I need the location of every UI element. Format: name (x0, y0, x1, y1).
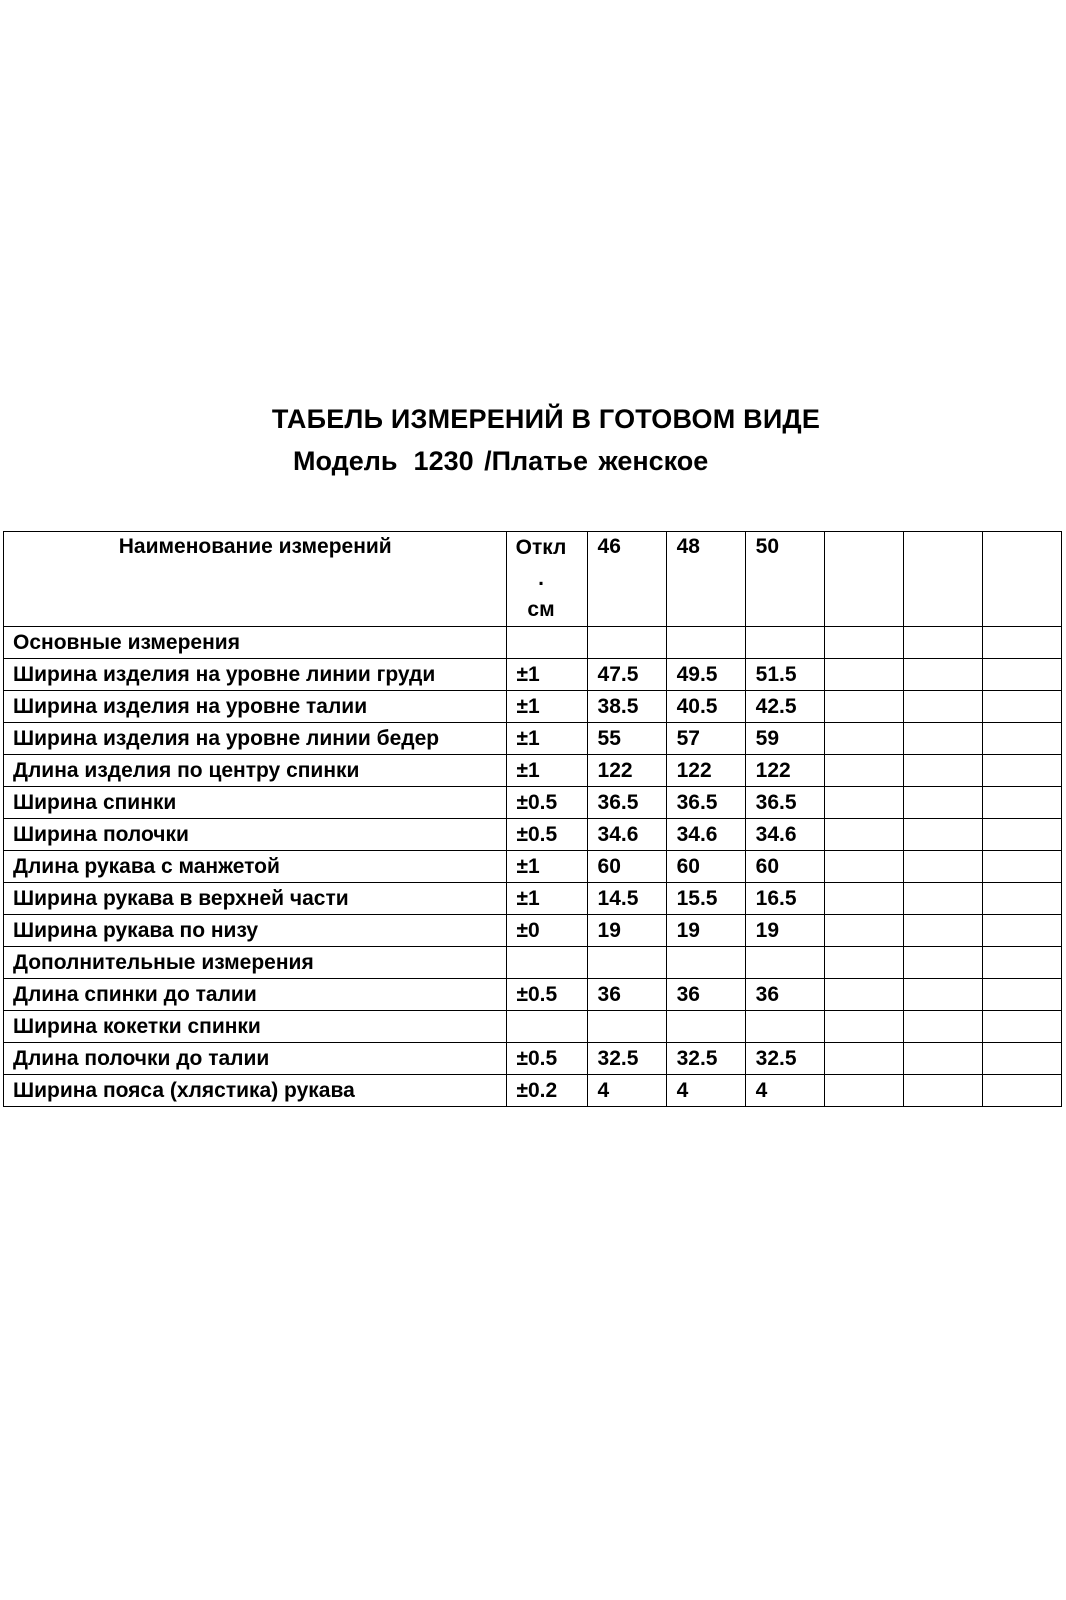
header-size-50: 50 (745, 532, 824, 627)
size-46-cell: 14.5 (587, 883, 666, 915)
size-48-cell (666, 627, 745, 659)
empty-cell (903, 947, 982, 979)
tolerance-cell: ±1 (507, 883, 587, 915)
size-50-cell (745, 1011, 824, 1043)
header-empty-cell (824, 532, 903, 627)
tolerance-cell (507, 947, 587, 979)
size-48-cell: 40.5 (666, 691, 745, 723)
size-48-cell: 36 (666, 979, 745, 1011)
size-46-cell: 60 (587, 851, 666, 883)
size-46-cell (587, 627, 666, 659)
table-row (4, 1075, 1062, 1107)
size-46-cell (587, 1011, 666, 1043)
measurement-name: Ширина рукава по низу (4, 915, 507, 947)
table-row (4, 691, 1062, 723)
table-row (4, 659, 1062, 691)
empty-cell (824, 1043, 903, 1075)
measurement-name: Ширина изделия на уровне талии (4, 691, 507, 723)
measurement-name: Ширина кокетки спинки (4, 1011, 507, 1043)
tolerance-cell: ±0.5 (507, 787, 587, 819)
model-label: Модель (293, 446, 398, 476)
empty-cell (982, 787, 1061, 819)
table-header-row (4, 532, 1062, 627)
size-46-cell: 47.5 (587, 659, 666, 691)
tolerance-cell: ±0 (507, 915, 587, 947)
empty-cell (903, 851, 982, 883)
empty-cell (903, 1075, 982, 1107)
empty-cell (824, 915, 903, 947)
model-number: 1230 /Платье женское (413, 446, 709, 476)
tolerance-cell: ±1 (507, 755, 587, 787)
empty-cell (824, 659, 903, 691)
size-46-cell: 122 (587, 755, 666, 787)
tolerance-cell: ±1 (507, 851, 587, 883)
empty-cell (824, 627, 903, 659)
table-title: ТАБЕЛЬ ИЗМЕРЕНИЙ В ГОТОВОМ ВИДЕ (271, 404, 821, 434)
empty-cell (824, 787, 903, 819)
empty-cell (903, 819, 982, 851)
empty-cell (903, 1043, 982, 1075)
empty-cell (903, 979, 982, 1011)
size-48-cell: 4 (666, 1075, 745, 1107)
empty-cell (824, 755, 903, 787)
measurement-name: Ширина пояса (хлястика) рукава (4, 1075, 507, 1107)
empty-cell (982, 691, 1061, 723)
empty-cell (982, 851, 1061, 883)
header-tolerance-line2: . (538, 567, 544, 590)
size-46-cell: 19 (587, 915, 666, 947)
size-50-cell: 32.5 (745, 1043, 824, 1075)
size-50-cell: 36.5 (745, 787, 824, 819)
empty-cell (903, 1011, 982, 1043)
measurement-name: Ширина полочки (4, 819, 507, 851)
table-row (4, 979, 1062, 1011)
table-row (4, 915, 1062, 947)
measurement-name: Длина изделия по центру спинки (4, 755, 507, 787)
empty-cell (982, 1043, 1061, 1075)
tolerance-cell: ±0.5 (507, 1043, 587, 1075)
tolerance-cell (507, 1011, 587, 1043)
empty-cell (824, 979, 903, 1011)
size-46-cell: 36.5 (587, 787, 666, 819)
tolerance-cell: ±1 (507, 691, 587, 723)
size-46-cell: 38.5 (587, 691, 666, 723)
empty-cell (982, 1011, 1061, 1043)
empty-cell (982, 883, 1061, 915)
size-46-cell: 34.6 (587, 819, 666, 851)
table-row (4, 947, 1062, 979)
size-46-cell: 32.5 (587, 1043, 666, 1075)
table-row (4, 1043, 1062, 1075)
size-48-cell: 49.5 (666, 659, 745, 691)
empty-cell (824, 691, 903, 723)
size-50-cell: 34.6 (745, 819, 824, 851)
empty-cell (903, 915, 982, 947)
size-50-cell: 4 (745, 1075, 824, 1107)
empty-cell (903, 691, 982, 723)
empty-cell (824, 1075, 903, 1107)
header-name: Наименование измерений (4, 532, 507, 627)
empty-cell (982, 659, 1061, 691)
size-48-cell (666, 947, 745, 979)
table-row (4, 627, 1062, 659)
measurement-name: Дополнительные измерения (4, 947, 507, 979)
model-line (293, 446, 708, 477)
size-48-cell: 122 (666, 755, 745, 787)
header-size-46: 46 (587, 532, 666, 627)
measurement-name: Длина спинки до талии (4, 979, 507, 1011)
tolerance-cell: ±1 (507, 659, 587, 691)
size-46-cell: 55 (587, 723, 666, 755)
measurements-table (3, 531, 1062, 1107)
table-row (4, 723, 1062, 755)
size-48-cell: 36.5 (666, 787, 745, 819)
tolerance-cell (507, 627, 587, 659)
tolerance-cell: ±0.2 (507, 1075, 587, 1107)
measurement-name: Ширина спинки (4, 787, 507, 819)
size-48-cell (666, 1011, 745, 1043)
empty-cell (982, 979, 1061, 1011)
header-empty-cell (982, 532, 1061, 627)
tolerance-cell: ±0.5 (507, 979, 587, 1011)
table-row (4, 851, 1062, 883)
empty-cell (824, 851, 903, 883)
header-tolerance (507, 532, 587, 627)
empty-cell (982, 1075, 1061, 1107)
tolerance-cell: ±0.5 (507, 819, 587, 851)
empty-cell (982, 755, 1061, 787)
size-48-cell: 34.6 (666, 819, 745, 851)
header-tolerance-line1: Откл (515, 536, 567, 559)
size-46-cell: 4 (587, 1075, 666, 1107)
empty-cell (903, 723, 982, 755)
size-50-cell: 36 (745, 979, 824, 1011)
measurement-name: Ширина изделия на уровне линии бедер (4, 723, 507, 755)
empty-cell (824, 819, 903, 851)
measurement-name: Ширина рукава в верхней части (4, 883, 507, 915)
size-50-cell: 16.5 (745, 883, 824, 915)
empty-cell (903, 883, 982, 915)
header-tolerance-line3: см (527, 598, 555, 621)
table-row (4, 1011, 1062, 1043)
size-50-cell: 59 (745, 723, 824, 755)
empty-cell (824, 723, 903, 755)
size-50-cell: 51.5 (745, 659, 824, 691)
empty-cell (824, 883, 903, 915)
size-48-cell: 32.5 (666, 1043, 745, 1075)
size-50-cell: 60 (745, 851, 824, 883)
table-row (4, 787, 1062, 819)
size-50-cell (745, 627, 824, 659)
size-48-cell: 19 (666, 915, 745, 947)
empty-cell (982, 947, 1061, 979)
size-50-cell: 42.5 (745, 691, 824, 723)
header-empty-cell (903, 532, 982, 627)
table-row (4, 883, 1062, 915)
empty-cell (824, 1011, 903, 1043)
table-row (4, 819, 1062, 851)
empty-cell (982, 915, 1061, 947)
size-48-cell: 60 (666, 851, 745, 883)
size-50-cell (745, 947, 824, 979)
size-46-cell (587, 947, 666, 979)
empty-cell (903, 755, 982, 787)
empty-cell (982, 627, 1061, 659)
tolerance-cell: ±1 (507, 723, 587, 755)
size-48-cell: 15.5 (666, 883, 745, 915)
measurement-name: Длина полочки до талии (4, 1043, 507, 1075)
measurement-name: Ширина изделия на уровне линии груди (4, 659, 507, 691)
measurement-name: Длина рукава с манжетой (4, 851, 507, 883)
measurement-name: Основные измерения (4, 627, 507, 659)
header-size-48: 48 (666, 532, 745, 627)
table-row (4, 755, 1062, 787)
empty-cell (903, 659, 982, 691)
empty-cell (903, 787, 982, 819)
empty-cell (982, 723, 1061, 755)
empty-cell (824, 947, 903, 979)
size-46-cell: 36 (587, 979, 666, 1011)
size-48-cell: 57 (666, 723, 745, 755)
empty-cell (903, 627, 982, 659)
size-50-cell: 19 (745, 915, 824, 947)
size-50-cell: 122 (745, 755, 824, 787)
empty-cell (982, 819, 1061, 851)
